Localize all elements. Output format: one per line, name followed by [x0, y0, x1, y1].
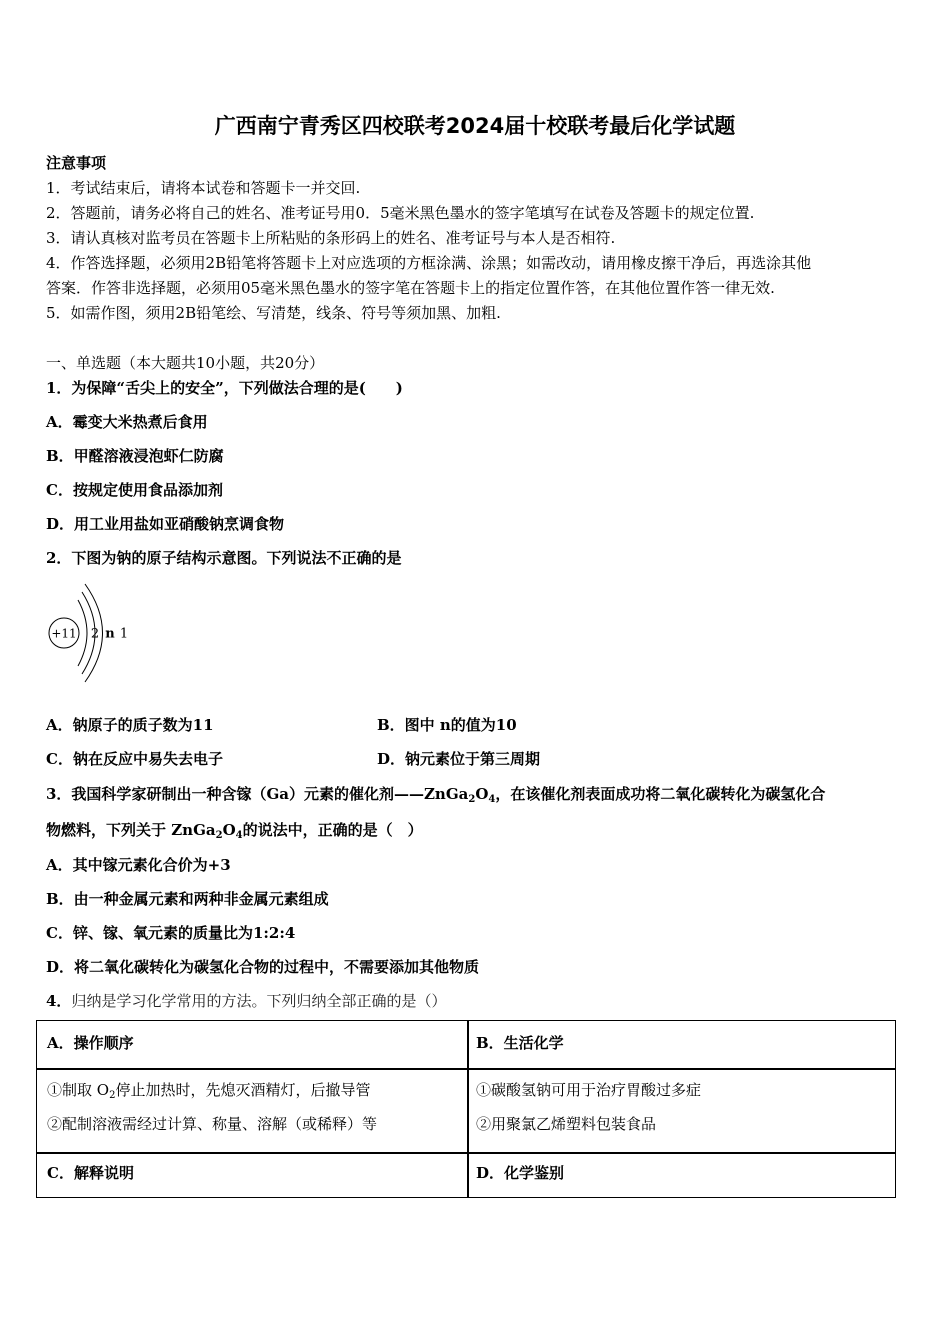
q2-option-c: C．钠在反应中易失去电子 [46, 750, 223, 768]
q4-stem: 4．归纳是学习化学常用的方法。下列归纳全部正确的是（） [46, 992, 447, 1010]
q3-option-a: A．其中镓元素化合价为+3 [46, 856, 231, 874]
q2-option-d: D．钠元素位于第三周期 [377, 750, 541, 768]
q1-stem: 1．为保障“舌尖上的安全”，下列做法合理的是( ) [46, 379, 403, 397]
q1-option-d: D．用工业用盐如亚硝酸钠烹调食物 [46, 515, 285, 533]
cell-c-head: C．解释说明 [47, 1164, 134, 1182]
sodium-atom-diagram [44, 578, 144, 688]
q2-option-b: B．图中 n的值为10 [377, 716, 517, 734]
table-divider [37, 1068, 895, 1070]
q3-option-c: C．锌、镓、氧元素的质量比为1:2:4 [46, 924, 296, 942]
cell-a-line2: ②配制溶液需经过计算、称量、溶解（或稀释）等 [47, 1115, 378, 1133]
table-divider [37, 1152, 895, 1154]
shell2-count: n [105, 626, 115, 642]
notice-item: 3．请认真核对监考员在答题卡上所粘贴的条形码上的姓名、准考证号与本人是否相符. [46, 229, 616, 247]
cell-a-head: A．操作顺序 [47, 1034, 134, 1052]
q3-option-b: B．由一种金属元素和两种非金属元素组成 [46, 890, 329, 908]
q4-table [36, 1020, 896, 1198]
page-title: 广西南宁青秀区四校联考2024届十校联考最后化学试题 [214, 114, 736, 138]
notice-item: 2．答题前，请务必将自己的姓名、准考证号用0．5毫米黑色墨水的签字笔填写在试卷及答题卡的规定位置. [46, 204, 755, 222]
shell1-count: 2 [90, 626, 100, 642]
q2-option-a: A．钠原子的质子数为11 [46, 716, 214, 734]
cell-d-head: D．化学鉴别 [476, 1164, 565, 1182]
notice-item: 5．如需作图，须用2B铅笔绘、写清楚，线条、符号等须加黑、加粗. [46, 304, 501, 322]
notice-item: 4．作答选择题，必须用2B铅笔将答题卡上对应选项的方框涂满、涂黑；如需改动，请用橡皮擦干净后，再选涂其他 [46, 254, 812, 272]
notice-item: 答案．作答非选择题，必须用05毫米黑色墨水的签字笔在答题卡上的指定位置作答，在其他位置作答一律无效. [46, 279, 775, 297]
q2-stem: 2．下图为钠的原子结构示意图。下列说法不正确的是 [46, 549, 402, 567]
cell-a-line1: ①制取 $O_2$停止加热时，先熄灭酒精灯，后撤导管 [47, 1081, 371, 1101]
q3-stem-line2: 物燃料，下列关于 $ZnGa_2O_4$的说法中，正确的是（ ） [46, 821, 423, 841]
q3-option-d: D．将二氧化碳转化为碳氢化合物的过程中，不需要添加其他物质 [46, 958, 480, 976]
table-divider [467, 1021, 469, 1197]
q1-option-a: A．霉变大米热煮后食用 [46, 413, 208, 431]
notice-heading: 注意事项 [46, 154, 107, 172]
cell-b-line1: ①碳酸氢钠可用于治疗胃酸过多症 [476, 1081, 702, 1099]
q1-option-b: B．甲醛溶液浸泡虾仁防腐 [46, 447, 224, 465]
notice-item: 1．考试结束后，请将本试卷和答题卡一并交回. [46, 179, 361, 197]
section-heading: 一、单选题（本大题共10小题，共20分） [46, 354, 325, 372]
q1-option-c: C．按规定使用食品添加剂 [46, 481, 223, 499]
shell3-count: 1 [119, 626, 129, 642]
cell-b-head: B．生活化学 [476, 1034, 564, 1052]
nucleus-charge: +11 [51, 626, 77, 641]
cell-b-line2: ②用聚氯乙烯塑料包装食品 [476, 1115, 657, 1133]
q3-stem-line1: 3．我国科学家研制出一种含镓（Ga）元素的催化剂$——ZnGa_2O_4$，在该催化剂表面成功将二氧化碳转化为碳氢化合 [46, 785, 826, 805]
